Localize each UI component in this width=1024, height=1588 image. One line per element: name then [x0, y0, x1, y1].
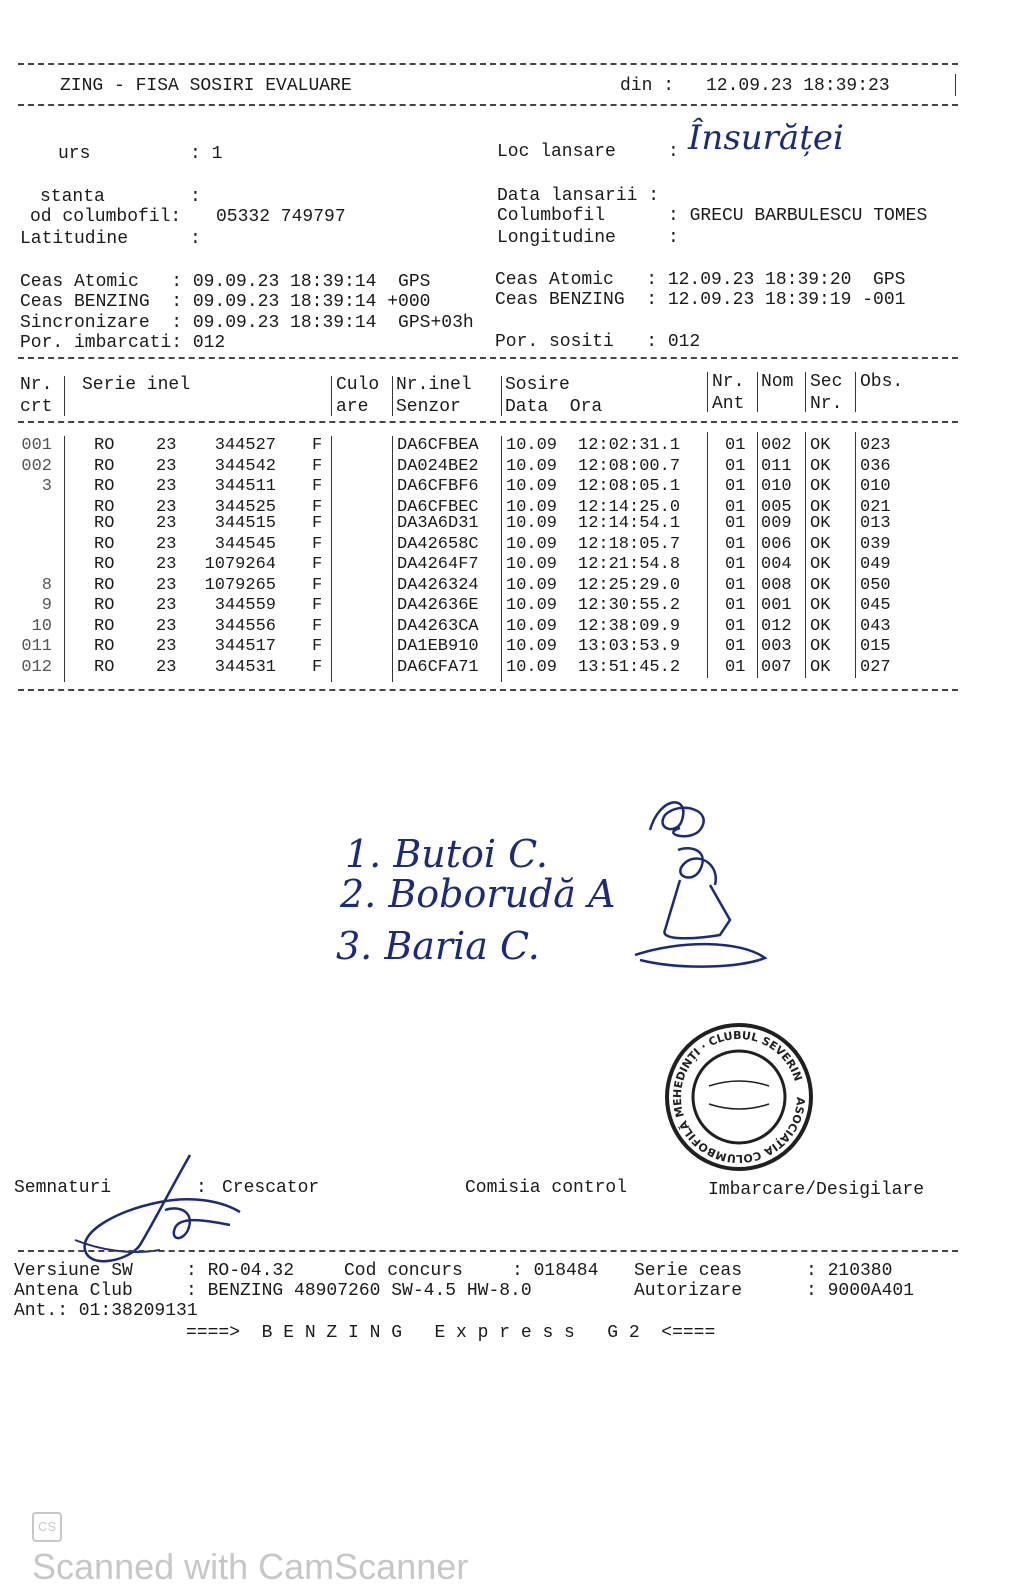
table-cell-sec: OK [810, 575, 831, 595]
table-cell-obs: 049 [860, 555, 891, 574]
table-cell-sec: OK [810, 477, 831, 496]
table-cell-nom: 001 [761, 596, 792, 615]
clock-right-1: Ceas Atomic : 12.09.23 18:39:20 GPS [495, 270, 906, 290]
handwritten-entry-3: 3. Baria C. [336, 924, 540, 968]
table-cell-nom: 005 [761, 497, 792, 517]
table-cell-obs: 015 [860, 637, 891, 656]
autorizare-value: : 9000A401 [806, 1281, 915, 1301]
table-cell-inel: 344556 [214, 616, 276, 636]
table-cell-tara: RO [94, 456, 115, 476]
svg-text:ASOCIAȚIA COLUMBOFILĂ MEHEDINȚ [671, 1029, 807, 1165]
table-cell-senzor: DA42636E [397, 596, 479, 615]
table-cell-nr: 001 [21, 436, 52, 455]
table-cell-ora: 12:38:09.9 [578, 616, 681, 636]
table-cell-an: 23 [156, 497, 177, 517]
serie-ceas-label: Serie ceas [634, 1261, 743, 1281]
table-cell-obs: 039 [860, 534, 891, 554]
cod-columbofil-label: od columbofil: [30, 207, 182, 227]
table-cell-nom: 011 [761, 456, 792, 476]
header-bottom-rule [18, 104, 958, 106]
th-sosire-2: Data Ora [505, 397, 603, 417]
handwritten-signature-sketch [620, 790, 770, 980]
table-cell-obs: 023 [860, 436, 891, 455]
header-edge-mark [955, 74, 956, 96]
table-cell-senzor: DA6CFA71 [397, 657, 479, 677]
th-ant-1: Nr. [712, 372, 745, 392]
table-cell-nom: 004 [761, 555, 792, 574]
tb-sep-1 [64, 436, 65, 682]
ant-line: Ant.: 01:38209131 [14, 1301, 198, 1321]
table-cell-nom: 006 [761, 534, 792, 554]
data-lansarii-label: Data lansarii : [497, 186, 660, 206]
table-cell-nr: 012 [21, 657, 52, 677]
table-cell-obs: 050 [860, 575, 891, 595]
table-cell-senzor: DA42658C [397, 534, 479, 554]
longitudine-colon: : [668, 228, 679, 248]
antena-label: Antena Club [14, 1281, 133, 1301]
table-cell-inel: 344531 [214, 657, 276, 677]
table-cell-tara: RO [94, 616, 115, 636]
table-cell-an: 23 [156, 637, 177, 656]
columbofil-label: Columbofil [497, 206, 606, 226]
tb-sep-8 [855, 432, 856, 678]
table-cell-nom: 012 [761, 616, 792, 636]
loc-lansare-colon: : [668, 142, 679, 162]
table-cell-an: 23 [156, 534, 177, 554]
table-top-rule [18, 357, 958, 359]
table-cell-tara: RO [94, 436, 115, 455]
table-cell-nr: 011 [21, 637, 52, 656]
table-cell-sex: F [312, 575, 323, 595]
th-sep-2 [331, 376, 332, 416]
table-cell-sex: F [312, 596, 323, 615]
table-cell-sec: OK [810, 616, 831, 636]
table-cell-sex: F [312, 657, 323, 677]
table-cell-nr: 002 [21, 456, 52, 476]
th-sec-2: Nr. [810, 394, 843, 414]
autorizare-label: Autorizare [634, 1281, 743, 1301]
th-sep-4 [501, 376, 502, 416]
th-nr-2: crt [20, 397, 53, 417]
table-cell-ora: 12:25:29.0 [578, 575, 681, 595]
table-cell-inel: 1079264 [204, 555, 276, 574]
antena-value: : BENZING 48907260 SW-4.5 HW-8.0 [186, 1281, 532, 1301]
concurs-label: urs [58, 144, 91, 164]
report-date-value: 12.09.23 18:39:23 [706, 76, 890, 96]
table-cell-ora: 12:18:05.7 [578, 534, 681, 554]
table-cell-ora: 13:51:45.2 [578, 657, 681, 677]
header-top-rule [18, 63, 958, 65]
table-cell-sex: F [312, 616, 323, 636]
table-cell-sex: F [312, 534, 323, 554]
th-sep-7 [805, 372, 806, 412]
table-cell-sex: F [312, 436, 323, 455]
camscanner-watermark [12, 1462, 468, 1588]
table-cell-senzor: DA3A6D31 [397, 514, 479, 533]
table-cell-data: 10.09 [506, 555, 558, 574]
th-sep-1 [64, 376, 65, 416]
loc-lansare-handwritten: Însurăței [688, 118, 844, 158]
club-stamp [664, 1022, 814, 1172]
th-sep-6 [757, 372, 758, 412]
clock-left-2: Ceas BENZING : 09.09.23 18:39:14 +000 [20, 292, 431, 312]
table-cell-an: 23 [156, 555, 177, 574]
footer-top-rule [18, 1250, 958, 1252]
semnaturi-colon: : [196, 1178, 207, 1198]
clock-left-3: Sincronizare : 09.09.23 18:39:14 GPS+03h [20, 313, 474, 333]
table-cell-senzor: DA6CFBEC [397, 497, 479, 517]
handwritten-entry-1: 1. Butoi C. [345, 832, 548, 876]
table-cell-sec: OK [810, 534, 831, 554]
table-cell-ant: 01 [725, 575, 746, 595]
latitudine-colon: : [190, 229, 201, 249]
table-cell-nom: 002 [761, 436, 792, 455]
table-cell-senzor: DA1EB910 [397, 637, 479, 656]
table-cell-nr: 8 [41, 575, 52, 595]
table-cell-sec: OK [810, 657, 831, 677]
table-bottom-rule [18, 689, 958, 691]
table-cell-obs: 010 [860, 477, 891, 496]
distanta-label: stanta [40, 187, 105, 207]
table-cell-sex: F [312, 477, 323, 496]
table-cell-data: 10.09 [506, 657, 558, 677]
table-cell-ora: 12:14:25.0 [578, 497, 681, 517]
table-cell-inel: 344517 [214, 637, 276, 656]
cod-concurs-value: : 018484 [512, 1261, 599, 1281]
table-cell-sec: OK [810, 456, 831, 476]
table-cell-an: 23 [156, 657, 177, 677]
report-date-label: din : [620, 76, 675, 96]
table-cell-ant: 01 [725, 637, 746, 656]
table-cell-nr: 9 [41, 596, 52, 615]
signature-comisia: Comisia control [465, 1178, 628, 1198]
versiune-value: : RO-04.32 [186, 1261, 295, 1281]
table-cell-tara: RO [94, 596, 115, 615]
table-cell-data: 10.09 [506, 477, 558, 496]
table-cell-an: 23 [156, 456, 177, 476]
table-cell-obs: 013 [860, 514, 891, 533]
table-cell-tara: RO [94, 477, 115, 496]
th-sep-5 [707, 372, 708, 412]
table-cell-inel: 344511 [214, 477, 276, 496]
table-cell-inel: 344527 [214, 436, 276, 455]
tb-sep-6 [757, 432, 758, 678]
camscanner-icon: CS [32, 1512, 62, 1542]
table-cell-an: 23 [156, 436, 177, 455]
table-cell-sex: F [312, 514, 323, 533]
th-serie: Serie inel [82, 375, 191, 395]
th-obs: Obs. [860, 372, 904, 392]
table-cell-inel: 344525 [214, 497, 276, 517]
loc-lansare-label: Loc lansare [497, 142, 616, 162]
table-cell-ant: 01 [725, 497, 746, 517]
table-cell-ora: 12:02:31.1 [578, 436, 681, 455]
table-cell-tara: RO [94, 575, 115, 595]
table-cell-obs: 027 [860, 657, 891, 677]
tb-sep-4 [501, 436, 502, 682]
table-cell-nom: 007 [761, 657, 792, 677]
th-senzor-2: Senzor [396, 397, 461, 417]
table-cell-sec: OK [810, 497, 831, 517]
th-culo-1: Culo [336, 375, 380, 395]
tb-sep-7 [805, 432, 806, 678]
table-cell-ora: 12:08:00.7 [578, 456, 681, 476]
table-cell-sec: OK [810, 637, 831, 656]
table-cell-tara: RO [94, 534, 115, 554]
clock-right-2: Ceas BENZING : 12.09.23 18:39:19 -001 [495, 290, 906, 310]
table-cell-sex: F [312, 497, 323, 517]
table-cell-ant: 01 [725, 514, 746, 533]
table-cell-data: 10.09 [506, 637, 558, 656]
table-cell-senzor: DA024BE2 [397, 456, 479, 476]
table-cell-ant: 01 [725, 436, 746, 455]
columbofil-value: : GRECU BARBULESCU TOMES [668, 206, 928, 226]
table-cell-data: 10.09 [506, 514, 558, 533]
table-cell-data: 10.09 [506, 456, 558, 476]
table-cell-data: 10.09 [506, 596, 558, 615]
table-cell-ora: 12:21:54.8 [578, 555, 681, 574]
table-cell-inel: 344545 [214, 534, 276, 554]
table-cell-nom: 010 [761, 477, 792, 496]
th-nr-1: Nr. [20, 375, 53, 395]
table-cell-inel: 344542 [214, 456, 276, 476]
table-cell-obs: 045 [860, 596, 891, 615]
cod-columbofil-value: 05332 749797 [216, 207, 346, 227]
th-sosire-1: Sosire [505, 375, 570, 395]
table-cell-ora: 12:30:55.2 [578, 596, 681, 615]
table-cell-ora: 13:03:53.9 [578, 637, 681, 656]
table-cell-senzor: DA426324 [397, 575, 479, 595]
table-cell-ant: 01 [725, 456, 746, 476]
table-cell-sex: F [312, 637, 323, 656]
table-cell-ant: 01 [725, 555, 746, 574]
por-imbarcati: Por. imbarcati: 012 [20, 333, 226, 353]
table-cell-data: 10.09 [506, 436, 558, 455]
table-cell-sec: OK [810, 436, 831, 455]
handwritten-entry-2: 2. Boborudă A [340, 872, 616, 916]
report-title: ZING - FISA SOSIRI EVALUARE [60, 76, 352, 96]
table-cell-senzor: DA6CFBF6 [397, 477, 479, 496]
table-cell-tara: RO [94, 637, 115, 656]
table-cell-nom: 003 [761, 637, 792, 656]
th-senzor-1: Nr.inel [396, 375, 472, 395]
por-sositi: Por. sositi : 012 [495, 332, 701, 352]
table-cell-data: 10.09 [506, 497, 558, 517]
table-cell-nr: 3 [41, 477, 52, 496]
tb-sep-5 [707, 432, 708, 678]
th-nom: Nom [761, 372, 794, 392]
longitudine-label: Longitudine [497, 228, 616, 248]
table-cell-an: 23 [156, 514, 177, 533]
table-cell-ant: 01 [725, 477, 746, 496]
latitudine-label: Latitudine [20, 229, 129, 249]
table-cell-an: 23 [156, 616, 177, 636]
table-cell-data: 10.09 [506, 575, 558, 595]
clock-left-1: Ceas Atomic : 09.09.23 18:39:14 GPS [20, 272, 431, 292]
th-ant-2: Ant [712, 394, 745, 414]
table-header-rule [18, 421, 958, 423]
tb-sep-2 [331, 436, 332, 682]
table-cell-inel: 344559 [214, 596, 276, 615]
table-cell-ant: 01 [725, 657, 746, 677]
th-sec-1: Sec [810, 372, 843, 392]
table-cell-sex: F [312, 456, 323, 476]
table-cell-tara: RO [94, 657, 115, 677]
table-cell-ant: 01 [725, 596, 746, 615]
table-cell-data: 10.09 [506, 616, 558, 636]
table-cell-senzor: DA4263CA [397, 616, 479, 636]
table-cell-sex: F [312, 555, 323, 574]
table-cell-nom: 008 [761, 575, 792, 595]
table-cell-ant: 01 [725, 616, 746, 636]
signature-crescator: Crescator [222, 1178, 320, 1198]
table-cell-nom: 009 [761, 514, 792, 533]
camscanner-text: Scanned with CamScanner [32, 1546, 469, 1587]
serie-ceas-value: : 210380 [806, 1261, 893, 1281]
th-sep-3 [392, 376, 393, 416]
table-cell-obs: 021 [860, 497, 891, 517]
table-cell-tara: RO [94, 555, 115, 574]
table-cell-nr: 10 [31, 616, 52, 636]
table-cell-sec: OK [810, 514, 831, 533]
table-cell-an: 23 [156, 477, 177, 496]
table-cell-ora: 12:14:54.1 [578, 514, 681, 533]
signature-imbarcare: Imbarcare/Desigilare [708, 1180, 925, 1200]
cod-concurs-label: Cod concurs [344, 1261, 463, 1281]
table-cell-senzor: DA4264F7 [397, 555, 479, 574]
table-cell-ora: 12:08:05.1 [578, 477, 681, 496]
table-cell-obs: 036 [860, 456, 891, 476]
th-sep-8 [855, 372, 856, 412]
distanta-colon: : [190, 187, 201, 207]
table-cell-sec: OK [810, 555, 831, 574]
table-cell-senzor: DA6CFBEA [397, 436, 479, 455]
concurs-value: : 1 [190, 144, 223, 164]
table-cell-obs: 043 [860, 616, 891, 636]
table-cell-sec: OK [810, 596, 831, 615]
table-cell-data: 10.09 [506, 534, 558, 554]
table-cell-an: 23 [156, 575, 177, 595]
table-cell-ant: 01 [725, 534, 746, 554]
semnaturi-label: Semnaturi [14, 1178, 112, 1198]
table-cell-tara: RO [94, 514, 115, 533]
table-cell-inel: 1079265 [204, 575, 276, 595]
th-culo-2: are [336, 397, 369, 417]
tb-sep-3 [392, 436, 393, 682]
table-cell-tara: RO [94, 497, 115, 517]
stamp-text: ASOCIAȚIA COLUMBOFILĂ MEHEDINȚI · CLUBUL SEVERIN [670, 1028, 808, 1166]
benzing-banner: ====> B E N Z I N G E x p r e s s G 2 <==== [186, 1323, 716, 1343]
versiune-label: Versiune SW [14, 1261, 133, 1281]
table-cell-inel: 344515 [214, 514, 276, 533]
table-cell-an: 23 [156, 596, 177, 615]
